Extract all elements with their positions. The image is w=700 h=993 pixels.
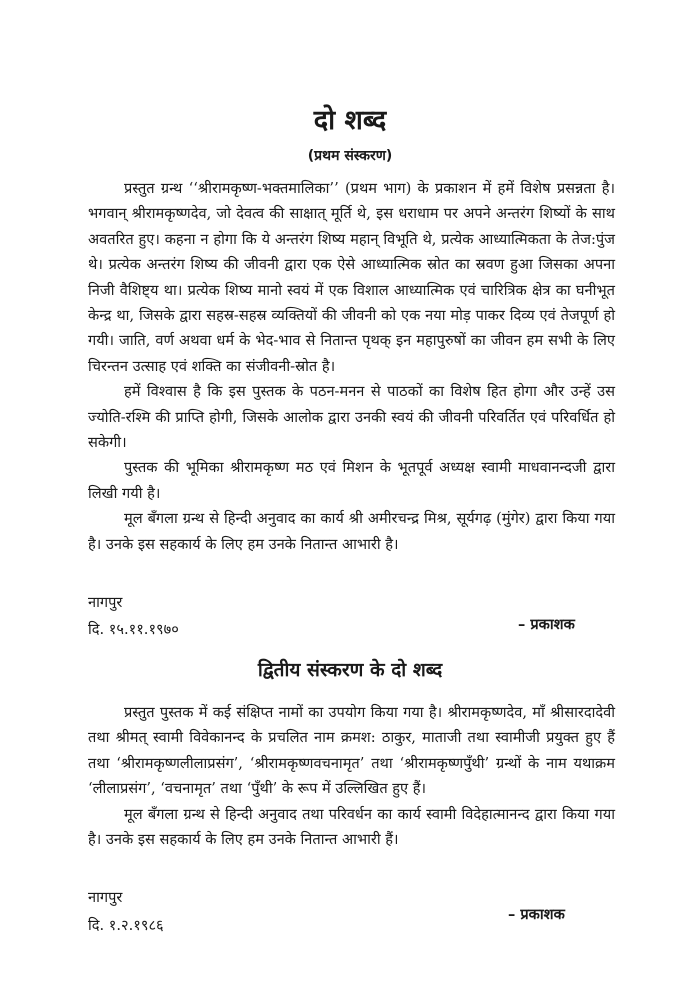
second-edition-place: नागपुर — [88, 889, 123, 906]
paragraph: प्रस्तुत ग्रन्थ ‘‘श्रीरामकृष्ण-भक्तमालिका’’ (प्रथम भाग) के प्रकाशन में हमें विशेष प्रसन्नता है। भगवान् श्रीरामकृष्णदेव, जो देवत्व की साक्षात् मूर्ति थे, इस धराधाम पर अपने अन्तरंग शिष्यों के साथ अवतरित हुए। कहना न होगा कि ये अन्तरंग शिष्य महान् विभूति थे, प्रत्येक आध्यात्मिकता के तेज:पुंज थे। प्रत्येक अन्तरंग शिष्य की जीवनी द्वारा एक ऐसे आध्यात्मिक स्रोत का स्रवण हुआ जिसका अपना निजी वैशिष्ट्य था। प्रत्येक शिष्य मानो स्वयं में एक विशाल आध्यात्मिक एवं चारित्रिक क्षेत्र का घनीभूत केन्द्र था, जिसके द्वारा सहस्र-सहस्र व्यक्तियों की जीवनी को एक नया मोड़ पाकर दिव्य एवं तेजपूर्ण हो गयी। जाति, वर्ण अथवा धर्म के भेद-भाव से नितान्त पृथक् इन महापुरुषों का जीवन हम सभी के लिए चिरन्तन उत्साह एवं शक्ति का संजीवनी-स्रोत है। — [88, 180, 615, 375]
first-edition-signature: – प्रकाशक — [518, 616, 575, 633]
paragraph: मूल बँगला ग्रन्थ से हिन्दी अनुवाद तथा परिवर्धन का कार्य स्वामी विदेहात्मानन्द द्वारा किया गया है। उनके इस सहकार्य के लिए हम उनके नितान्त आभारी हैं। — [88, 805, 615, 849]
second-edition-date: दि. १.२.१९८६ — [88, 917, 164, 934]
paragraph: पुस्तक की भूमिका श्रीरामकृष्ण मठ एवं मिशन के भूतपूर्व अध्यक्ष स्वामी माधवानन्दजी द्वारा लिखी गयी है। — [88, 459, 615, 502]
second-edition-body — [88, 700, 615, 852]
first-edition-date: दि. १५.११.१९७० — [88, 621, 179, 638]
second-edition-signature: – प्रकाशक — [508, 906, 565, 923]
paragraph: हमें विश्वास है कि इस पुस्तक के पठन-मनन से पाठकों का विशेष हित होगा और उन्हें उस ज्योति-रश्मि की प्राप्ति होगी, जिसके आलोक द्वारा उनकी स्वयं की जीवनी परिवर्तित एवं परिवर्धित हो सकेगी। — [88, 383, 615, 452]
edition-subtitle: (प्रथम संस्करण) — [307, 148, 393, 164]
second-edition-title: द्वितीय संस्करण के दो शब्द — [257, 659, 443, 681]
paragraph: प्रस्तुत पुस्तक में कई संक्षिप्त नामों का उपयोग किया गया है। श्रीरामकृष्णदेव, माँ श्रीसारदादेवी तथा श्रीमत् स्वामी विवेकानन्द के प्रचलित नाम क्रमश: ठाकुर, माताजी तथा स्वामीजी प्रयुक्त हुए हैं तथा ‘श्रीरामकृष्णलीलाप्रसंग’, ‘श्रीरामकृष्णवचनामृत’ तथा ‘श्रीरामकृष्णपुँथी’ ग्रन्थों के नाम यथाक्रम ‘लीलाप्रसंग’, ‘वचनामृत’ तथा ‘पुँथी’ के रूप में उल्लिखित हुए हैं। — [88, 704, 615, 798]
paragraph: मूल बँगला ग्रन्थ से हिन्दी अनुवाद का कार्य श्री अमीरचन्द्र मिश्र, सूर्यगढ़ (मुंगेर) द्वारा किया गया है। उनके इस सहकार्य के लिए हम उनके नितान्त आभारी है। — [88, 510, 615, 553]
first-edition-body — [88, 176, 615, 557]
page-title: दो शब्द — [313, 105, 387, 136]
first-edition-place: नागपुर — [88, 594, 123, 611]
